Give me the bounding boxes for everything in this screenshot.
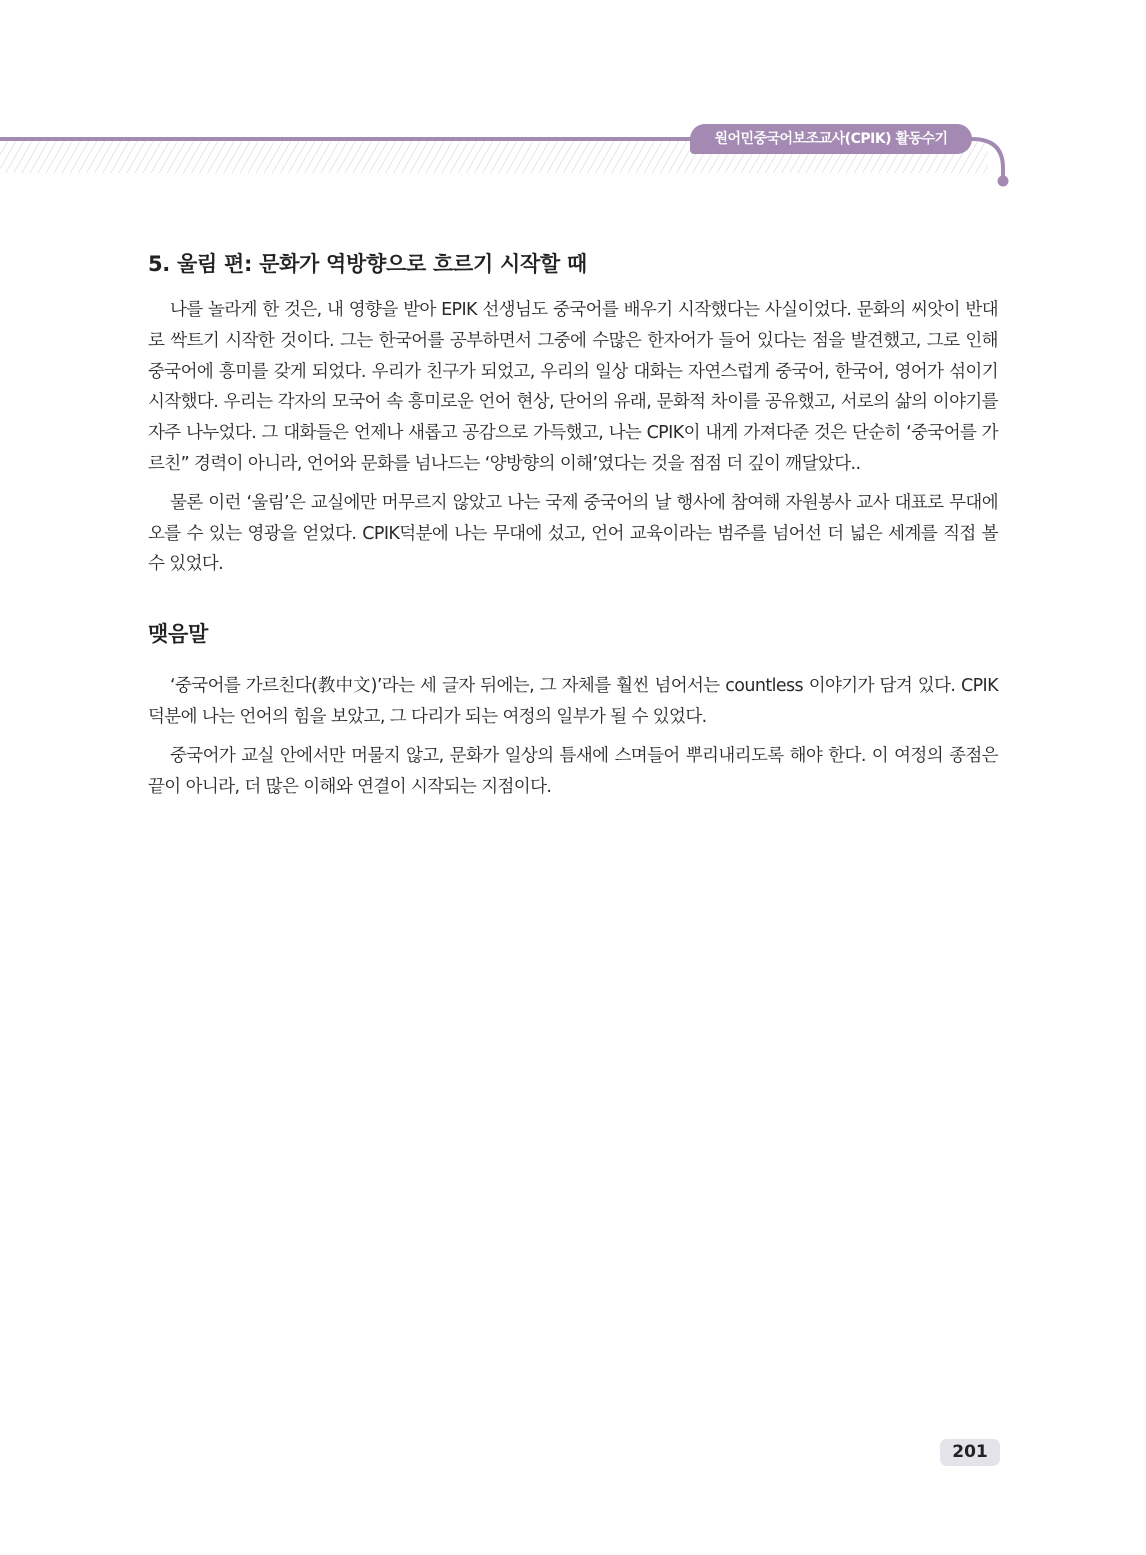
body-paragraph: 물론 이런 ‘울림’은 교실에만 머무르지 않았고 나는 국제 중국어의 날 행사에 참여해 자원봉사 교사 대표로 무대에 오를 수 있는 영광을 얻었다. CPIK덕분에 나는 무대에 섰고, 언어 교육이라는 범주를 넘어선 더 넓은 세계를 직접 볼 수 있었다.	[148, 492, 998, 575]
body-paragraph: 나를 놀라게 한 것은, 내 영향을 받아 EPIK 선생님도 중국어를 배우기 시작했다는 사실이었다. 문화의 씨앗이 반대로 싹트기 시작한 것이다. 그는 한국어를 공부하면서 그중에 수많은 한자어가 들어 있다는 점을 발견했고, 그로 인해 중국어에 흥미를 갖게 되었다. 우리가 친구가 되었고, 우리의 일상 대화는 자연스럽게 중국어, 한국어, 영어가 섞이기 시작했다. 우리는 각자의 모국어 속 흥미로운 언어 현상, 단어의 유래, 문화적 차이를 공유했고, 서로의 삶의 이야기를 자주 나누었다. 그 대화들은 언제나 새롭고 공감으로 가득했고, 나는 CPIK이 내게 가져다준 것은 단순히 ‘중국어를 가르친” 경력이 아니라, 언어와 문화를 넘나드는 ‘양방향의 이해’였다는 것을 점점 더 깊이 깨달았다..	[148, 300, 998, 474]
running-header-title: 원어민중국어보조교사(CPIK) 활동수기	[714, 131, 948, 147]
running-header-tab	[690, 124, 972, 154]
header-decoration	[0, 0, 1146, 200]
page-number: 201	[952, 1442, 988, 1462]
body-paragraph: 중국어가 교실 안에서만 머물지 않고, 문화가 일상의 틈새에 스며들어 뿌리내리도록 해야 한다. 이 여정의 종점은 끝이 아니라, 더 많은 이해와 연결이 시작되는 지점이다.	[148, 745, 998, 797]
section-heading-resonance: 5. 울림 편: 문화가 역방향으로 흐르기 시작할 때	[148, 252, 587, 276]
page-number-badge	[940, 1439, 1000, 1466]
section-heading-conclusion: 맺음말	[148, 622, 208, 647]
page-content	[148, 248, 998, 810]
body-paragraph: ‘중국어를 가르친다(教中文)’라는 세 글자 뒤에는, 그 자체를 훨씬 넘어서는 countless 이야기가 담겨 있다. CPIK덕분에 나는 언어의 힘을 보았고, 그 다리가 되는 여정의 일부가 될 수 있었다.	[148, 676, 998, 727]
